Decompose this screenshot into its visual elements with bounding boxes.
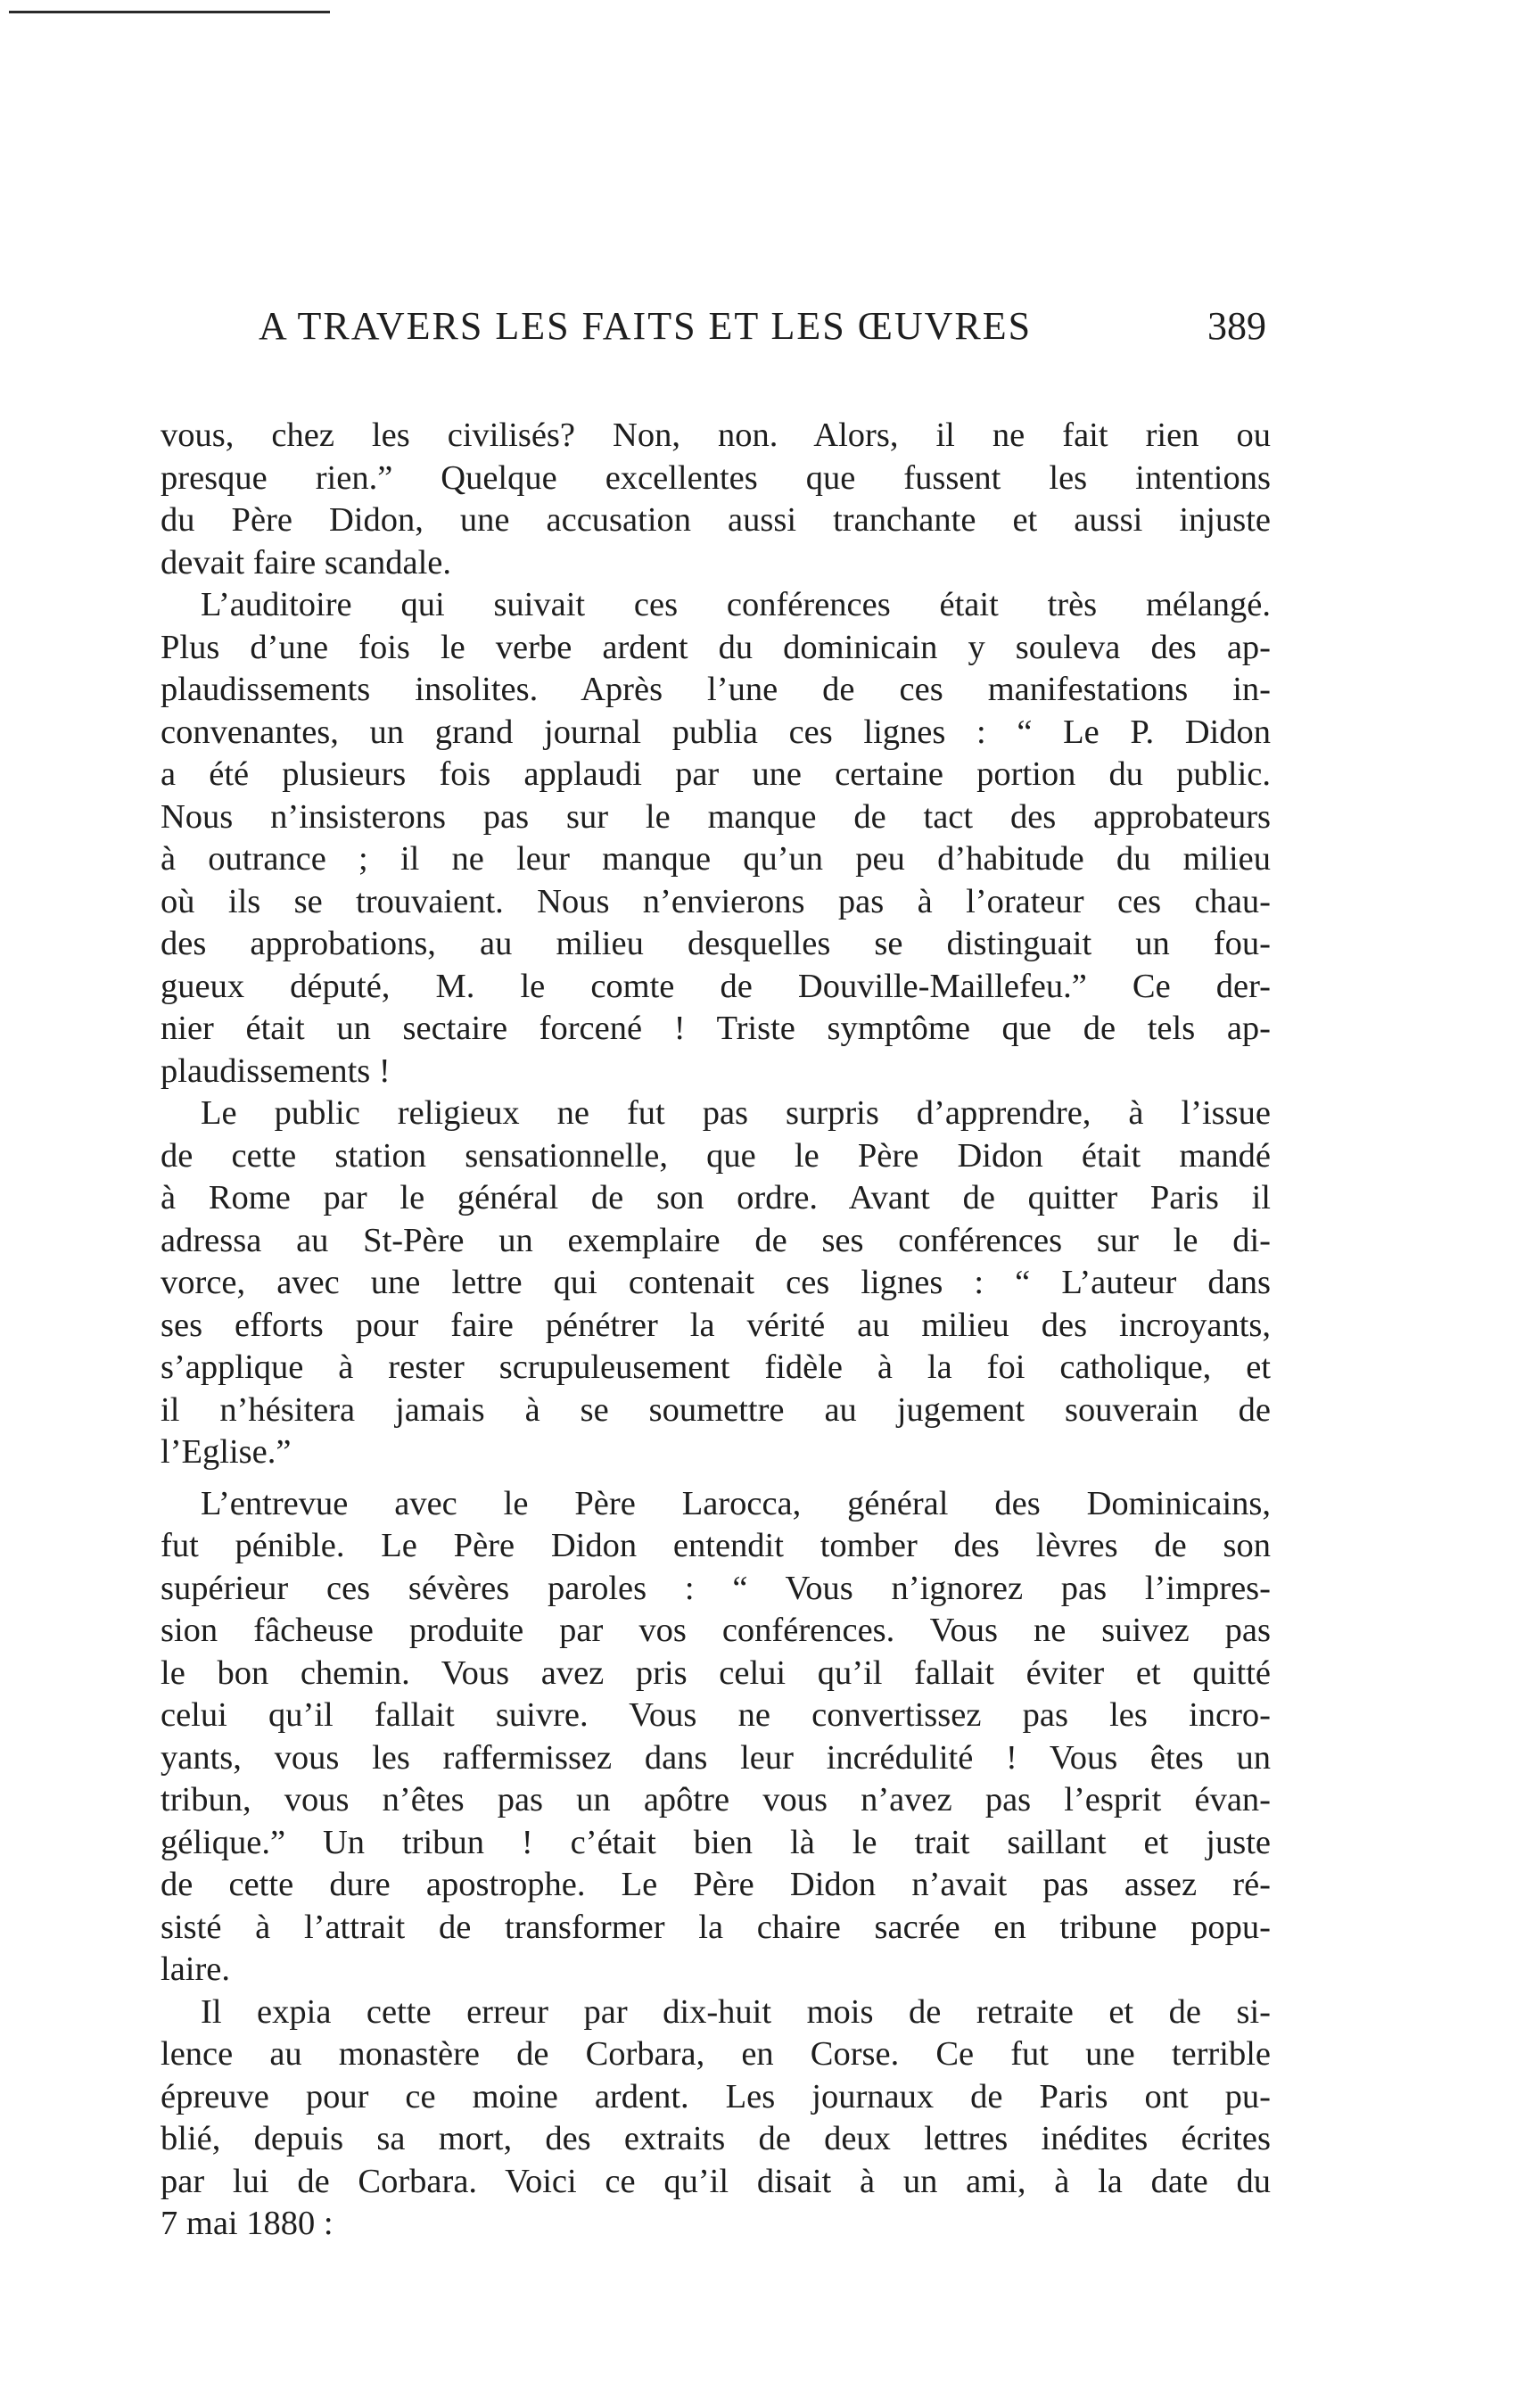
page-number: 389 <box>1207 304 1266 348</box>
text-line: Il expia cette erreur par dix-huit mois de retraite et de si- <box>201 1992 1271 2031</box>
text-line: vous, chez les civilisés? Non, non. Alors, il ne fait rien ou <box>161 416 1271 454</box>
text-line: des approbations, au milieu desquelles se distinguait un fou- <box>161 925 1271 962</box>
text-line: du Père Didon, une accusation aussi tranchante et aussi injuste <box>161 501 1271 539</box>
text-line: sisté à l’attrait de transformer la chaire sacrée en tribune popu- <box>161 1908 1271 1946</box>
text-line: où ils se trouvaient. Nous n’envierons pas à l’orateur ces chau- <box>161 882 1271 920</box>
text-line: fut pénible. Le Père Didon entendit tomber des lèvres de son <box>161 1527 1271 1564</box>
text-line: blié, depuis sa mort, des extraits de deux lettres inédites écrites <box>161 2120 1271 2157</box>
text-line: vorce, avec une lettre qui contenait ces lignes : “ L’auteur dans <box>161 1264 1271 1301</box>
text-line: supérieur ces sévères paroles : “ Vous n’ignorez pas l’impres- <box>161 1569 1271 1607</box>
text-line: gueux député, M. le comte de Douville-Maillefeu.” Ce der- <box>161 967 1271 1005</box>
text-line: sion fâcheuse produite par vos conférences. Vous ne suivez pas <box>161 1612 1271 1649</box>
running-head <box>161 303 1266 375</box>
text-line: l’Eglise.” <box>161 1433 292 1471</box>
text-line: s’applique à rester scrupuleusement fidèle à la foi catholique, et <box>161 1348 1271 1386</box>
text-line: de cette station sensationnelle, que le Père Didon était mandé <box>161 1136 1271 1175</box>
text-line: Nous n’insisterons pas sur le manque de tact des approbateurs <box>161 797 1271 836</box>
text-line: laire. <box>161 1950 231 1988</box>
text-line: 7 mai 1880 : <box>161 2205 334 2242</box>
text-line: yants, vous les raffermissez dans leur incrédulité ! Vous êtes un <box>161 1738 1271 1777</box>
text-line: le bon chemin. Vous avez pris celui qu’il fallait éviter et quitté <box>161 1653 1271 1692</box>
text-line: Plus d’une fois le verbe ardent du dominicain y souleva des ap- <box>161 628 1271 666</box>
text-line: nier était un sectaire forcené ! Triste symptôme que de tels ap- <box>161 1010 1271 1047</box>
text-line: adressa au St-Père un exemplaire de ses conférences sur le di- <box>161 1221 1271 1259</box>
text-line: ses efforts pour faire pénétrer la vérité au milieu des incroyants, <box>161 1306 1271 1344</box>
text-line: par lui de Corbara. Voici ce qu’il disait à un ami, à la date du <box>161 2162 1271 2200</box>
text-line: plaudissements insolites. Après l’une de ces manifestations in- <box>161 671 1271 708</box>
text-line: L’auditoire qui suivait ces conférences était très mélangé. <box>201 586 1271 623</box>
text-line: épreuve pour ce moine ardent. Les journaux de Paris ont pu- <box>161 2077 1271 2115</box>
text-line: gélique.” Un tribun ! c’était bien là le trait saillant et juste <box>161 1823 1271 1861</box>
text-line: tribun, vous n’êtes pas un apôtre vous n’avez pas l’esprit évan- <box>161 1781 1271 1818</box>
text-line: celui qu’il fallait suivre. Vous ne convertissez pas les incro- <box>161 1696 1271 1734</box>
text-line: a été plusieurs fois applaudi par une certaine portion du public. <box>161 755 1271 793</box>
text-line: de cette dure apostrophe. Le Père Didon n’avait pas assez ré- <box>161 1866 1271 1903</box>
text-line: convenantes, un grand journal publia ces lignes : “ Le P. Didon <box>161 713 1271 751</box>
top-rule <box>9 11 330 13</box>
running-title: A TRAVERS LES FAITS ET LES ŒUVRES <box>259 304 1033 348</box>
text-line: lence au monastère de Corbara, en Corse. Ce fut une terrible <box>161 2035 1271 2073</box>
text-line: il n’hésitera jamais à se soumettre au jugement souverain de <box>161 1390 1271 1429</box>
body-text <box>161 415 1271 2246</box>
text-line: L’entrevue avec le Père Larocca, général des Dominicains, <box>201 1484 1271 1522</box>
text-line: devait faire scandale. <box>161 543 451 581</box>
text-line: à Rome par le général de son ordre. Avant de quitter Paris il <box>161 1179 1271 1216</box>
text-line: presque rien.” Quelque excellentes que fussent les intentions <box>161 458 1271 497</box>
text-line: Le public religieux ne fut pas surpris d’apprendre, à l’issue <box>201 1094 1271 1132</box>
text-line: plaudissements ! <box>161 1051 391 1090</box>
text-line: à outrance ; il ne leur manque qu’un peu d’habitude du milieu <box>161 840 1271 878</box>
